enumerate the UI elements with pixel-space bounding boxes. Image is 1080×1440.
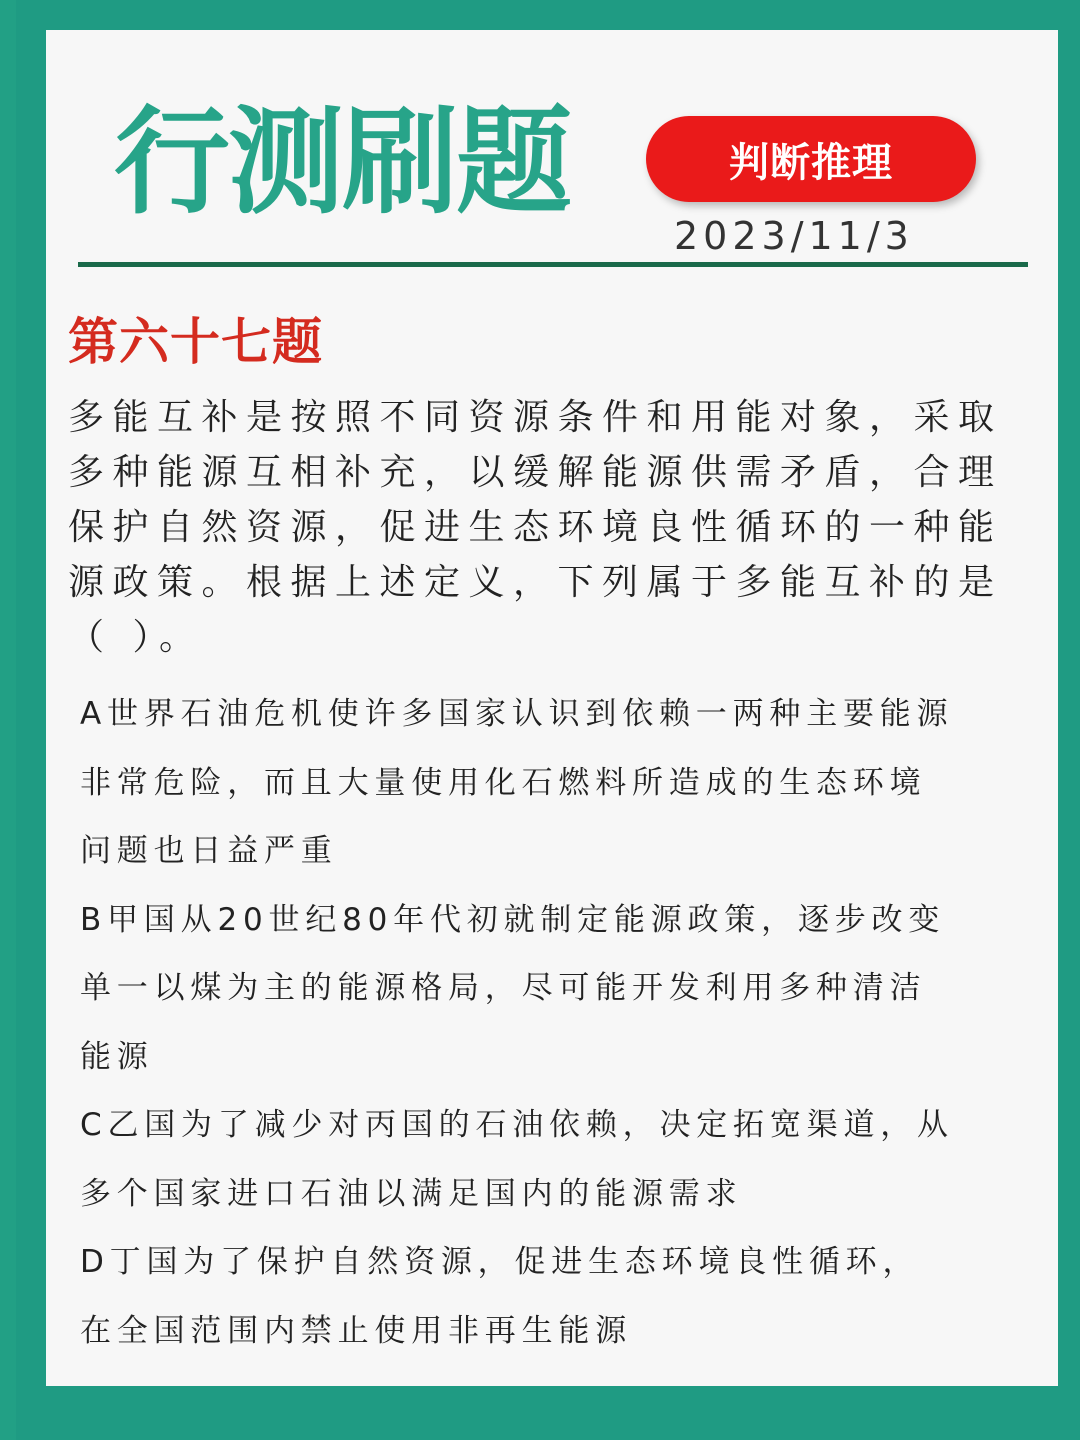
question-number: 第六十七题: [68, 313, 323, 371]
option-line: 非常危险，而且大量使用化石燃料所造成的生态环境: [80, 764, 927, 801]
option-line: B甲国从20世纪80年代初就制定能源政策，逐步改变: [80, 901, 946, 938]
option-line: D丁国为了保护自然资源，促进生态环境良性循环，: [80, 1244, 920, 1280]
question-stem-line: 源政策。根据上述定义，下列属于多能互补的是: [68, 562, 1003, 603]
answer-options: [80, 680, 1030, 1365]
option-c[interactable]: [80, 1091, 1030, 1228]
option-line: C乙国为了减少对丙国的石油依赖，决定拓宽渠道，从: [80, 1107, 954, 1143]
option-line: 多个国家进口石油以满足国内的能源需求: [80, 1175, 743, 1212]
option-line: 能源: [80, 1038, 154, 1075]
question-stem: [68, 390, 1040, 665]
question-card: [46, 30, 1058, 1386]
option-a[interactable]: [80, 680, 1030, 886]
category-tag: 判断推理: [646, 116, 976, 202]
question-stem-line: 多种能源互相补充，以缓解能源供需矛盾，合理: [68, 452, 1003, 493]
option-line: 单一以煤为主的能源格局，尽可能开发利用多种清洁: [80, 970, 927, 1006]
question-stem-line: 多能互补是按照不同资源条件和用能对象，采取: [68, 397, 1003, 438]
option-line: 在全国范围内禁止使用非再生能源: [80, 1312, 632, 1349]
question-stem-line: 保护自然资源，促进生态环境良性循环的一种能: [68, 507, 1003, 548]
option-d[interactable]: [80, 1228, 1030, 1365]
header-divider: [78, 262, 1028, 267]
option-line: 问题也日益严重: [80, 833, 338, 869]
date-label: 2023/11/3: [674, 214, 914, 258]
option-b[interactable]: [80, 886, 1030, 1092]
question-stem-line: （ ）。: [68, 617, 204, 658]
option-line: A世界石油危机使许多国家认识到依赖一两种主要能源: [80, 696, 954, 732]
page-title: 行测刷题: [114, 95, 570, 230]
